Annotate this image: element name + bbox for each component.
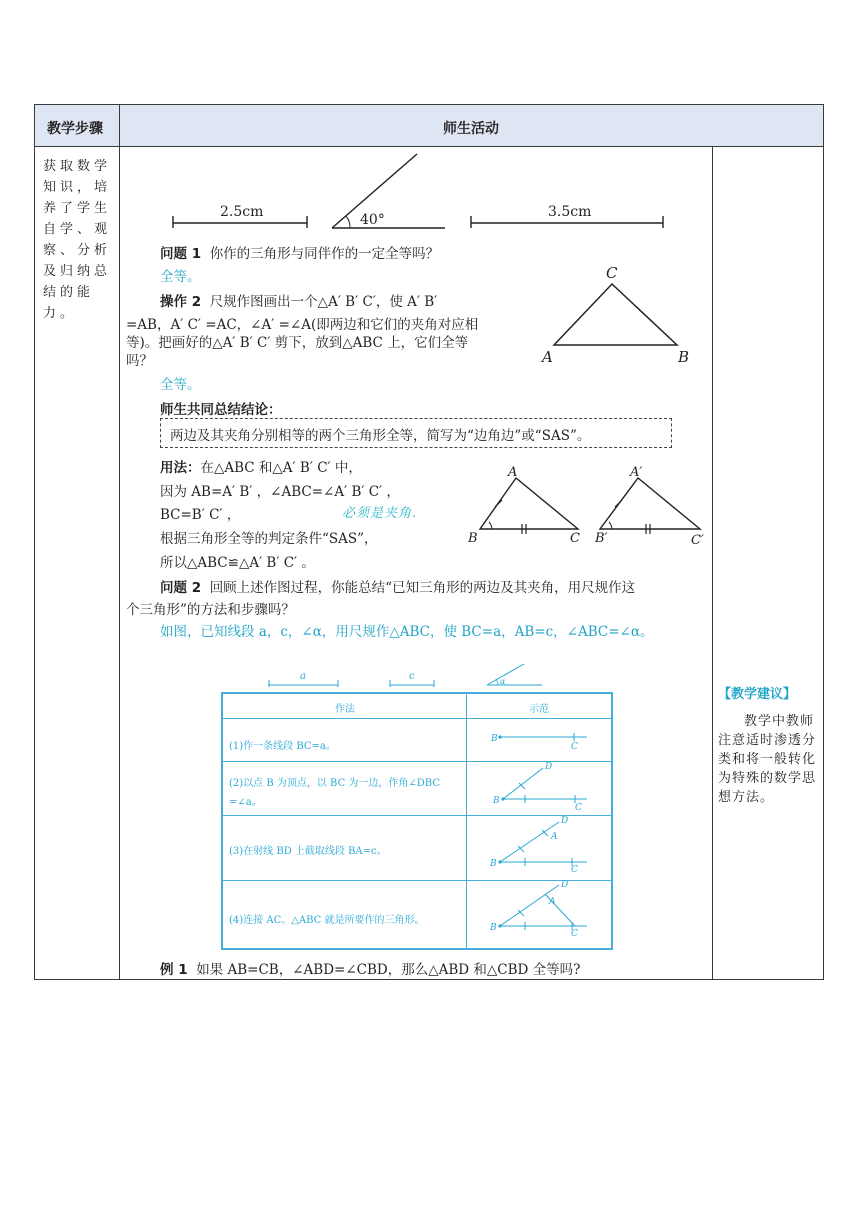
question-2-line2: 个三角形”的方法和步骤吗？ [126, 602, 295, 618]
operation-2-line4: 吗？ [126, 353, 153, 369]
question-1-text: 你作的三角形与同伴作的一定全等吗？ [209, 246, 440, 262]
given-alpha-label: α [500, 677, 506, 686]
question-2 [160, 576, 635, 596]
usage-label: 用法： [160, 460, 201, 476]
usage-line4: 根据三角形全等的判定条件“SAS”， [160, 531, 378, 547]
demo4-a: A [549, 897, 556, 907]
question-2-line1: 回顾上述作图过程，你能总结“已知三角形的两边及其夹角，用尺规作这 [209, 580, 636, 596]
step-description: 获取数学知识，培养了学生自学、观察、分析及归纳总结的能力。 [43, 159, 112, 321]
teaching-suggestion-title: 【教学建议】 [718, 687, 797, 702]
operation-2-label: 操作 2 [160, 294, 202, 310]
operation-2-line2: =AB，A′ C′ =AC，∠A′ =∠A(即两边和它们的夹角对应相 [126, 317, 479, 333]
vertex-b-label: B [678, 348, 690, 366]
table-header [35, 105, 823, 147]
usage-line3: BC=B′ C′ ， [160, 507, 241, 523]
question-1 [160, 242, 439, 262]
construction-demos [467, 719, 611, 948]
question-1-answer: 全等。 [160, 269, 201, 285]
demo3-a: A [551, 832, 558, 842]
conclusion-text: 两边及其夹角分别相等的两个三角形全等，简写为“边角边”或“SAS”。 [170, 428, 591, 444]
demo1-b: B [491, 734, 498, 744]
header-steps: 教学步骤 [47, 121, 103, 137]
demo3-c: C [571, 865, 578, 875]
operation-2-line1: 尺规作图画出一个△A′ B′ C′，使 A′ B′ [209, 294, 438, 310]
construction-head-demo: 示范 [529, 704, 549, 715]
operation-2-answer: 全等。 [160, 377, 201, 393]
pair-vertex-a: A [508, 465, 518, 480]
construction-step-2-cont: =∠a。 [229, 797, 262, 808]
example-1-label: 例 1 [160, 962, 188, 978]
conclusion-label: 师生共同总结结论： [160, 402, 282, 418]
triangle-pair-figure [464, 462, 714, 550]
angle-40-label: 40° [360, 212, 385, 228]
operation-2 [160, 290, 437, 310]
demo2-d: D [545, 762, 553, 772]
vertex-a-label: A [542, 348, 553, 366]
header-activities: 师生活动 [443, 121, 499, 137]
handwritten-note: 必须是夹角. [342, 506, 418, 521]
triangle-abc-figure [536, 262, 706, 368]
vertex-c-label: C [606, 264, 618, 282]
construction-step-1: (1)作一条线段 BC=a。 [229, 741, 336, 752]
given-c-label: c [409, 671, 415, 682]
operation-2-line3: 等)。把画好的△A′ B′ C′ 剪下，放到△ABC 上，它们全等 [126, 335, 469, 351]
segment-3-5-label: 3.5cm [548, 204, 592, 220]
pair-vertex-b-prime: B′ [595, 531, 608, 546]
demo2-b: B [493, 796, 500, 806]
pair-vertex-c: C [570, 531, 580, 546]
question-2-label: 问题 2 [160, 580, 202, 596]
figure-given-parts [160, 148, 720, 234]
segment-2-5-label: 2.5cm [220, 204, 264, 220]
usage-line1-text: 在△ABC 和△A′ B′ C′ 中， [200, 460, 362, 476]
demo2-c: C [575, 803, 582, 813]
construction-head-method: 作法 [335, 704, 355, 715]
question-1-label: 问题 1 [160, 246, 202, 262]
demo1-c: C [571, 742, 578, 752]
teaching-suggestion-text: 教学中教师注意适时渗透分类和将一般转化为特殊的数学思想方法。 [718, 714, 817, 805]
column-divider-2 [712, 146, 713, 979]
pair-vertex-a-prime: A′ [630, 465, 643, 480]
construction-step-4: (4)连接 AC。△ABC 就是所要作的三角形。 [229, 915, 425, 926]
demo4-d: D [561, 880, 569, 890]
demo3-d: D [561, 816, 569, 826]
question-2-answer: 如图，已知线段 a，c，∠α，用尺规作△ABC，使 BC=a，AB=c，∠ABC=∠α。 [160, 624, 654, 640]
construction-step-2: (2)以点 B 为顶点，以 BC 为一边，作角∠DBC [229, 778, 440, 789]
demo4-b: B [490, 923, 497, 933]
example-1 [160, 958, 580, 978]
usage-line5: 所以△ABC≌△A′ B′ C′ 。 [160, 555, 315, 571]
given-parts-figure [262, 664, 552, 690]
demo4-c: C [571, 929, 578, 939]
pair-vertex-c-prime: C′ [691, 533, 704, 548]
pair-vertex-b: B [468, 531, 478, 546]
usage-line2: 因为 AB=A′ B′ ，∠ABC=∠A′ B′ C′ ， [160, 484, 400, 500]
demo3-b: B [490, 859, 497, 869]
given-a-label: a [300, 671, 306, 682]
example-1-text: 如果 AB=CB，∠ABD=∠CBD，那么△ABD 和△CBD 全等吗? [196, 962, 581, 978]
construction-step-3: (3)在射线 BD 上截取线段 BA=c。 [229, 846, 387, 857]
usage-line1 [160, 456, 362, 476]
column-divider-1 [119, 105, 120, 979]
construction-table [221, 692, 613, 950]
